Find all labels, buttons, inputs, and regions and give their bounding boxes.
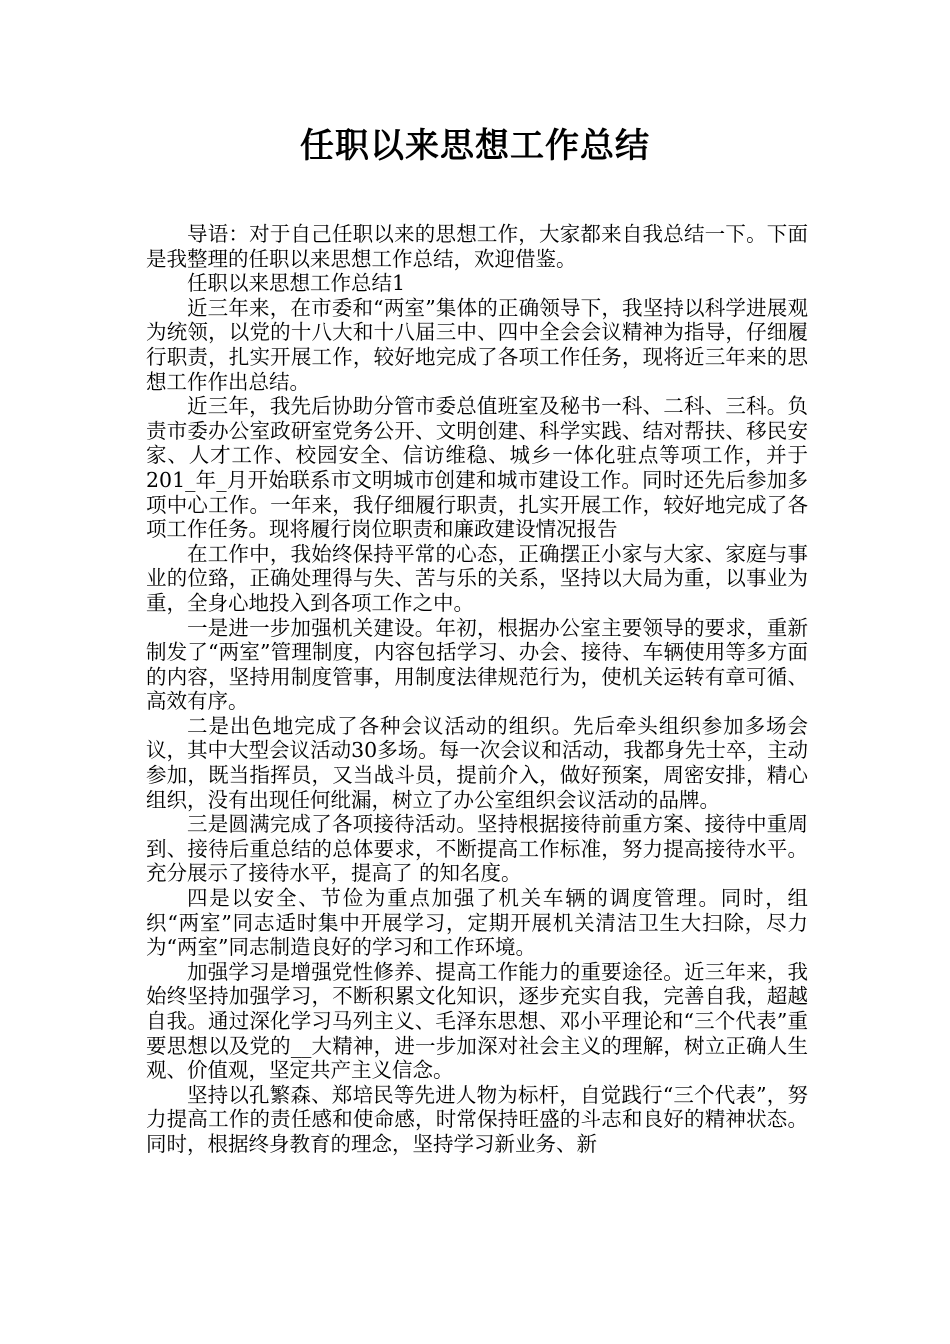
paragraph: 四是以安全、节俭为重点加强了机关车辆的调度管理。同时，组织“两室”同志适时集中开展学习，定期开展机关清洁卫生大扫除，尽力为“两室”同志制造良好的学习和工作环境。 [146, 886, 808, 960]
paragraph: 三是圆满完成了各项接待活动。坚持根据接待前重方案、接待中重周到、接待后重总结的总体要求，不断提高工作标准，努力提高接待水平。充分展示了接待水平，提高了 的知名度。 [146, 812, 808, 886]
paragraph: 二是出色地完成了各种会议活动的组织。先后牵头组织参加多场会议，其中大型会议活动30多场。每一次会议和活动，我都身先士卒，主动参加，既当指挥员，又当战斗员，提前介入，做好预案，周密安排，精心组织，没有出现任何纰漏，树立了办公室组织会议活动的品牌。 [146, 713, 808, 812]
paragraph-section-heading: 任职以来思想工作总结1 [187, 271, 406, 296]
paragraph: 近三年来，在市委和“两室”集体的正确领导下，我坚持以科学进展观为统领，以党的十八大和十八届三中、四中全会会议精神为指导，仔细履行职责，扎实开展工作，较好地完成了各项工作任务，现将近三年来的思想工作作出总结。 [146, 295, 808, 394]
document-body [146, 222, 808, 1157]
paragraph: 一是进一步加强机关建设。年初，根据办公室主要领导的要求，重新制发了“两室”管理制度，内容包括学习、办会、接待、车辆使用等多方面的内容，坚持用制度管事，用制度法律规范行为，使机关运转有章可循、高效有序。 [146, 615, 808, 714]
paragraph: 在工作中，我始终保持平常的心态，正确摆正小家与大家、家庭与事业的位臵，正确处理得与失、苦与乐的关系，坚持以大局为重，以事业为重，全身心地投入到各项工作之中。 [146, 541, 808, 615]
document-title: 任职以来思想工作总结 [300, 126, 650, 166]
paragraph: 近三年，我先后协助分管市委总值班室及秘书一科、二科、三科。负责市委办公室政研室党务公开、文明创建、科学实践、结对帮扶、移民安家、人才工作、校园安全、信访维稳、城乡一体化驻点等项工作，并于201_年_月开始联系市文明城市创建和城市建设工作。同时还先后参加多项中心工作。一年来，我仔细履行职责，扎实开展工作，较好地完成了各项工作任务。现将履行岗位职责和廉政建设情况报告 [146, 394, 808, 542]
paragraph: 加强学习是增强党性修养、提高工作能力的重要途径。近三年来，我始终坚持加强学习，不断积累文化知识，逐步充实自我，完善自我，超越自我。通过深化学习马列主义、毛泽东思想、邓小平理论和“三个代表”重要思想以及党的__大精神，进一步加深对社会主义的理解，树立正确人生观、价值观，坚定共产主义信念。 [146, 959, 808, 1083]
paragraph-intro: 导语：对于自己任职以来的思想工作，大家都来自我总结一下。下面是我整理的任职以来思想工作总结，欢迎借鉴。 [146, 222, 808, 271]
paragraph: 坚持以孔繁森、郑培民等先进人物为标杆，自觉践行“三个代表”，努力提高工作的责任感和使命感，时常保持旺盛的斗志和良好的精神状态。同时，根据终身教育的理念，坚持学习新业务、新 [146, 1082, 808, 1156]
